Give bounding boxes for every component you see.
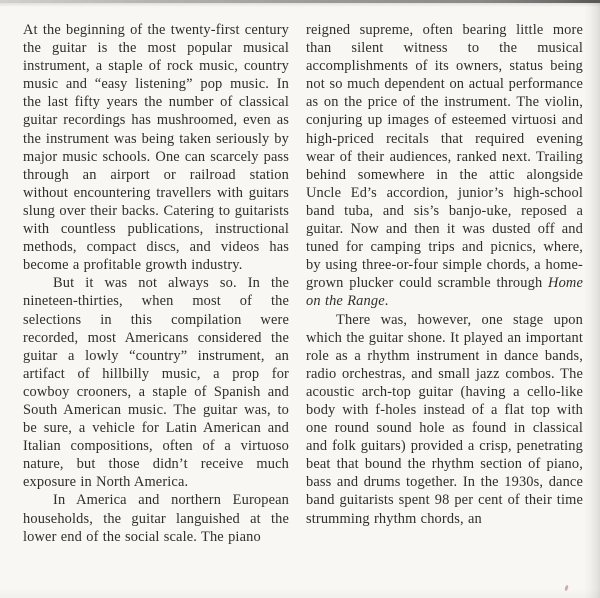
scan-top-edge-shadow [0,3,600,7]
paragraph [23,21,289,274]
italic-song-title: Home on the Range [306,275,583,310]
paragraph [306,311,583,528]
paragraph [23,274,289,491]
two-column-text-block [23,21,583,546]
page-edge-shadow [584,0,600,598]
paragraph [23,491,289,545]
page-bottom-shadow [0,588,600,598]
body-text: There was, however, one stage upon which the guitar shone. It played an important role as a rhythm instrument in dance bands, radio orchestras, and small jazz combos. The acoustic arch-top guitar (having a cello-like body with f-holes instead of a flat top with one round sound hole as found in classical and folk guitars) provided a crisp, penetrating beat that bound the rhythm section of piano, bass and drums together. In the 1930s, dance band guitarists spent 98 per cent of their time strumming rhythm chords, an [306,311,583,527]
text-column-left [23,21,289,546]
paragraph [306,21,583,311]
body-text: . [384,293,389,310]
body-text: In America and northern European households, the guitar languished at the lower end of the social scale. The piano [23,492,289,545]
body-text: reigned supreme, often bearing little more than silent witness to the musical accomplishments of its owners, status being not so much dependent on actual performance as on the price of the instrument. The violin, conjuring up images of esteemed virtuosi and high-priced recitals that required evening wear of their audiences, ranked next. Trailing behind somewhere in the attic alongside Uncle Ed’s accordion, junior’s high-school band tuba, and sis’s banjo-uke, reposed a guitar. Now and then it was dusted off and tuned for camping trips and picnics, where, by using three-or-four simple chords, a home-grown plucker could scramble through [306,22,583,292]
body-text: At the beginning of the twenty-first century the guitar is the most popular musical instrument, a staple of rock music, country music and “easy listening” pop music. In the last fifty years the number of classical guitar recordings has mushroomed, even as the instrument was being taken seriously by major music schools. One can scarcely pass through an airport or railroad station without encountering travellers with guitars slung over their backs. Catering to guitarists with countless publications, instructional methods, compact discs, and videos has become a profitable growth industry. [23,22,289,274]
body-text: But it was not always so. In the nineteen-thirties, when most of the selections in this compilation were recorded, most Americans considered the guitar a lowly “country” instrument, an artifact of hillbilly music, a prop for cowboy crooners, a staple of Spanish and South American music. The guitar was, to be sure, a vehicle for Latin American and Italian compositions, often of a virtuoso nature, but those didn’t receive much exposure in North America. [23,275,289,491]
text-column-right [306,21,583,546]
